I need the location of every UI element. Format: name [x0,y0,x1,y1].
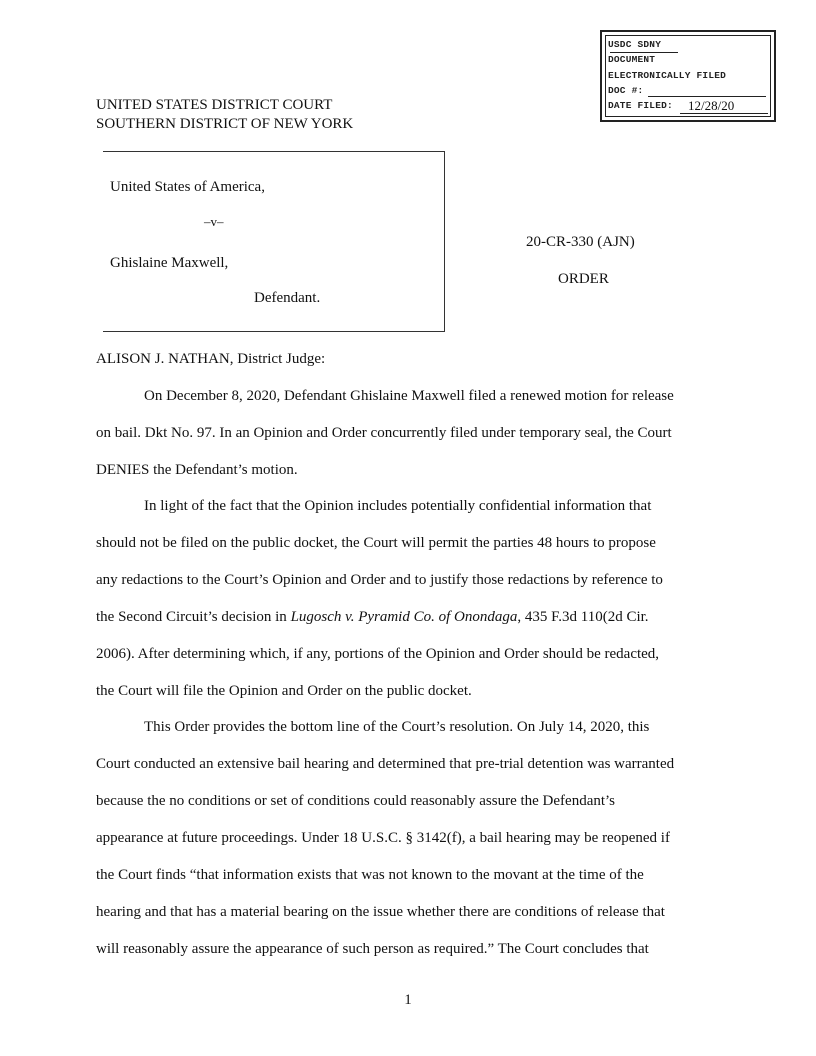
caption-versus: –v– [204,214,224,229]
stamp-doc-number-line [648,96,766,97]
stamp-date-filed: 12/28/20 [688,98,735,113]
court-district: SOUTHERN DISTRICT OF NEW YORK [96,116,354,132]
stamp-court: USDC SDNY [608,39,662,50]
paragraph-2-line-1: In light of the fact that the Opinion includes potentially confidential information that [144,498,652,514]
paragraph-1-line-2: on bail. Dkt No. 97. In an Opinion and Order concurrently filed under temporary seal, the Court [96,425,672,441]
paragraph-3-line-6: hearing and that has a material bearing on the issue whether there are conditions of release that [96,904,665,920]
court-name: UNITED STATES DISTRICT COURT [96,97,333,113]
caption-plaintiff: United States of America, [110,179,265,195]
paragraph-3-line-3: because the no conditions or set of conditions could reasonably assure the Defendant’s [96,793,616,809]
caption-defendant-name: Ghislaine Maxwell, [110,255,229,271]
case-citation: Lugosch v. Pyramid Co. of Onondaga [290,609,518,625]
paragraph-3-line-1: This Order provides the bottom line of the Court’s resolution. On July 14, 2020, this [144,719,650,735]
caption-defendant-role: Defendant. [254,290,321,306]
paragraph-2-line-5: 2006). After determining which, if any, portions of the Opinion and Order should be redacted, [96,646,660,662]
paragraph-1-line-1: On December 8, 2020, Defendant Ghislaine Maxwell filed a renewed motion for release [144,388,674,404]
judge-line: ALISON J. NATHAN, District Judge: [96,351,326,367]
paragraph-2-line-2: should not be filed on the public docket, the Court will permit the parties 48 hours to propose [96,535,656,551]
paragraph-3-line-4: appearance at future proceedings. Under 18 U.S.C. § 3142(f), a bail hearing may be reopened if [96,830,670,846]
stamp-date-filed-label: DATE FILED: [608,100,673,111]
stamp-underline [610,52,678,53]
paragraph-2-line-6: the Court will file the Opinion and Order on the public docket. [96,683,472,699]
paragraph-1-line-3: DENIES the Defendant’s motion. [96,462,298,478]
paragraph-2-line-3: any redactions to the Court’s Opinion and Order and to justify those redactions by reference to [96,572,663,588]
citation-lead: the Second Circuit’s decision in [96,609,291,625]
filing-stamp [600,30,776,122]
paragraph-3-line-7: will reasonably assure the appearance of such person as required.” The Court concludes that [96,941,649,957]
paragraph-3-line-2: Court conducted an extensive bail hearing and determined that pre-trial detention was warranted [96,756,675,772]
stamp-electronically-filed: ELECTRONICALLY FILED [608,70,727,81]
caption-right-rule [444,151,445,332]
page-number: 1 [404,992,412,1008]
stamp-doc-number-label: DOC #: [608,85,644,96]
case-number: 20-CR-330 (AJN) [526,234,635,250]
caption-top-rule [103,151,445,152]
paragraph-2-line-4 [96,609,649,626]
citation-reporter: , 435 F.3d 110(2d Cir. [517,609,649,625]
document-type: ORDER [558,271,609,287]
paragraph-3-line-5: the Court finds “that information exists that was not known to the movant at the time of the [96,867,644,883]
caption-bottom-rule [103,331,445,332]
stamp-document: DOCUMENT [608,54,656,65]
